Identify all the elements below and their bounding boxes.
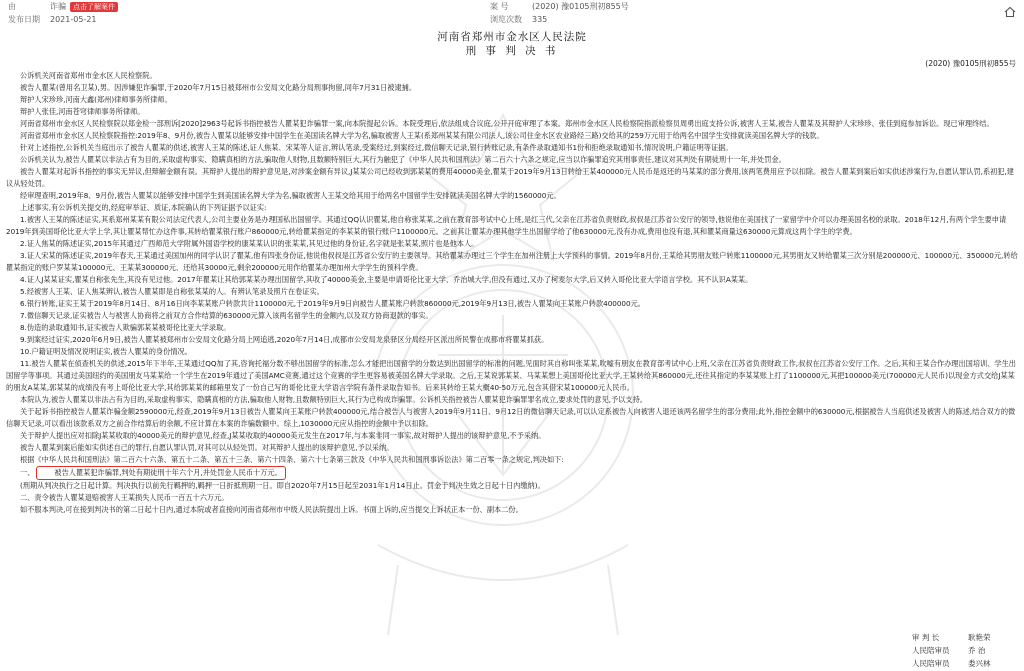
publish-date-value: 2021-05-21 — [50, 15, 97, 24]
views-value: 335 — [532, 15, 548, 24]
document-paragraph: 10.户籍证明及情况说明证实,被告人瞿某的身份情况。 — [20, 347, 192, 356]
document-paragraph: 被告人瞿某(曾用名卫某),男。因涉嫌犯诈骗罪,于2020年7月15日被郑州市公安局文化路分局刑事拘留,同年7月31日被逮捕。 — [20, 83, 417, 92]
document-paragraph: 如不服本判决,可在接到判决书的第二日起十日内,通过本院或者直接向河南省郑州市中级人民法院提出上诉。书面上诉的,应当提交上诉状正本一份、副本二份。 — [20, 505, 523, 514]
document-paragraph: 上述事实,有公诉机关提交的,经庭审举证、质证,本院确认的下列证据予以证实: — [20, 203, 267, 212]
document-paragraph: 根据《中华人民共和国刑法》第二百六十六条、第五十二条、第五十三条、第六十四条、第六十七条第三款及《中华人民共和国刑事诉讼法》第二百零一条之规定,判决如下: — [20, 455, 564, 464]
case-type-value: 诈骗 — [50, 2, 66, 11]
court-name: 河南省郑州市金水区人民法院 — [437, 31, 587, 43]
case-number-row — [490, 1, 629, 12]
case-number-value: (2020) 豫0105刑初855号 — [532, 2, 629, 11]
document-case-number: (2020) 豫0105刑初855号 — [925, 59, 1016, 68]
document-paragraph: 11.被告人瞿某在侦查机关的供述,2015年下半年,王某通过QQ加了其,咨询托福分数不够出国留学的标准,怎么才能把出国留学的分数达到出国留学的标准的问题,见面时其自称叫张某某,吹嘘有朋友在教育部考试中心上班,父亲在江苏省负责财政工作,叔叔在江苏省公安厅工作。之后,其和王某合作办理出国培训、学生出国留学等事项。其通过美国纽约的美国朋友马某某给一个学生在2019年通过了美国AMC竞赛,通过这个竞赛的学生更容易被美国名牌大学录取。之后,王某说郭某某、马某某想上美国哥伦比亚大学,王某转给其860000元,还往其指定的李某某账上打了1100000元,其把100000美元(700000元人民币)以现金方式交给J某某的朋友A某某,郭某某的成绩没有考上哥伦比亚大学,其给郭某某的邮箱里发了一份自己写的哥伦比亚大学语言学院有条件录取告知书。后来其转给王某大概40-50万元,包含其借宋某100000元人民币。 — [6, 359, 1016, 392]
case-type-label: 由 — [8, 2, 16, 11]
document-paragraph: 4.证人J某某证实,瞿某自称张先生,其没有见过他。2017年瞿某让其给郭某某办理出国留学,其收了40000美金,主要是申请哥伦比亚大学、乔治城大学,但没有通过,又办了柯麦尔大学,后又转入哥伦比亚大学语言学校。其不认识A某某。 — [20, 275, 753, 284]
publish-date-label: 发布日期 — [8, 15, 40, 24]
document-paragraph: 1.被害人王某的陈述证实,其系郑州某某有限公司法定代表人,公司主要业务是办理国私出国留学。其通过QQ认识瞿某,他自称张某某,之前在教育部考试中心上班,是红三代,父亲在江苏省负责财政,叔叔是江苏省公安厅的领导,他说他在美国找了一家留学中介可以办理美国名校的录取。2018年12月,有两个学生要申请2019年到美国哥伦比亚大学上学,其让瞿某帮忙办这件事,其转给瞿某银行账户860000元,转给瞿某指定的李某某的银行账户1100000元。之前其让瞿某办理其他学生出国留学给了他630000元,没有办成,费用也没有退,其和瞿某商量这630000元算成这两个学生的学费。 — [6, 215, 1007, 236]
document-body — [6, 70, 1018, 466]
document-paragraph: 关于起诉书指控被告人瞿某诈骗金额2590000元,经查,2019年9月13日被告人瞿某向王某账户转款400000元,结合被告人与被害人2019年9月11日、9月12日的微信聊天记录,可以认定系被告人向被害人退还该两名留学生的部分费用;此外,指控金额中的630000元,根据被告人当庭供述及被害人的陈述,结合双方的微信聊天记录,可以看出该款系双方之前合作结算后的余额,不应计算在本案的诈骗数额中。综上,1030000元应从指控的金额中予以扣除。 — [6, 407, 1016, 428]
case-meta-bar — [0, 0, 1024, 26]
document-paragraph: 河南省郑州市金水区人民检察院指控:2019年8、9月份,被告人瞿某以能够安排中国学生在美国读名牌大学为名,骗取被害人王某(系郑州某某有限公司法人,该公司住金水区农业路经三路)交给其的259万元用于给两名中国学生安排就读美国名牌大学的钱款。 — [20, 131, 824, 140]
verdict-highlight-box: 被告人瞿某犯诈骗罪,判处有期徒刑十年六个月,并处罚金人民币十万元。 — [36, 466, 285, 480]
case-number-label: 案 号 — [490, 2, 509, 11]
document-paragraph: 河南省郑州市金水区人民检察院以郑金检一部刑诉[2020]2963号起诉书指控被告人瞿某犯诈骗罪一案,向本院提起公诉。本院受理后,依法组成合议庭,公开开庭审理了本案。郑州市金水区人民检察院指派检察员周勇出庭支持公诉,被害人王某,被告人瞿某及其辩护人宋珍珍、张佳到庭参加诉讼。现已审理终结。 — [20, 119, 994, 128]
document-paragraph: 公诉机关认为,被告人瞿某以非法占有为目的,采取虚构事实、隐瞒真相的方法,骗取他人财物,且数额特别巨大,其行为触犯了《中华人民共和国刑法》第二百六十六条之规定,应当以诈骗罪追究其刑事责任,建议对其判处有期徒刑十一年,并处罚金。 — [20, 155, 786, 164]
document-paragraph: 辩护人宋珍珍,河南大鑫(郑州)律师事务所律师。 — [20, 95, 172, 104]
document-paragraph: 5.经被害人王某、证人焦某辨认,被告人瞿某即是自称张某某的人。有辨认笔录及照片在卷证实。 — [20, 287, 324, 296]
document-paragraph: 3.证人宋某的陈述证实,2019年春天,王某通过美国加州的同学认识了瞿某,他有四张身份证,他说他叔叔是江苏省公安厅的主要领导。其给瞿某办理过三个学生在加州注册上大学预科的事情。2019年8月份,王某给其男朋友账户转账1100000元,其男朋友又转给瞿某三次分别是200000元、100000元、350000元,转给瞿某指定的账户罗某某100000元、王某某300000元、还给其30000元,剩余200000元用作给瞿某办理加州大学学生的预科学费。 — [6, 251, 1018, 272]
document-paragraph: 辩护人张佳,河南苍穹律师事务所律师。 — [20, 107, 145, 116]
signature-name: 乔 治 — [968, 646, 986, 655]
document-paragraph: (刑期从判决执行之日起计算。判决执行以前先行羁押的,羁押一日折抵刑期一日。即自2020年7月15日起至2031年1月14日止。罚金于判决生效之日起十日内缴纳)。 — [20, 481, 545, 490]
document-paragraph: 本院认为,被告人瞿某以非法占有为目的,采取虚构事实、隐瞒真相的方法,骗取他人财物,且数额特别巨大,其行为已构成诈骗罪。公诉机关指控被告人瞿某犯诈骗罪罪名成立,要求处罚的意见,予以支持。 — [20, 395, 647, 404]
signature-role: 审 判 长 — [912, 633, 940, 642]
views-row — [490, 14, 547, 25]
views-label: 浏览次数 — [490, 15, 522, 24]
document-paragraph: 二、责令被告人瞿某退赔被害人王某损失人民币一百五十六万元。 — [20, 493, 229, 502]
home-icon[interactable] — [1004, 6, 1016, 21]
document-closing — [6, 480, 1018, 516]
signature-line — [912, 658, 991, 670]
signature-role: 人民陪审员 — [912, 659, 950, 668]
publish-date-row — [8, 14, 97, 25]
document-paragraph: 6.银行转账,证实王某于2019年8月14日、8月16日向李某某账户转款共计1100000元,于2019年9月9日向被告人瞿某账户转款860000元,2019年9月13日,被告人瞿某向王某账户转款400000元。 — [20, 299, 645, 308]
signature-line — [912, 632, 991, 644]
document-paragraph: 关于辩护人提出应对扣除J某某收取的40000美元的辩护意见,经查,J某某收取的40000美元发生在2017年,与本案非同一事实,故对辩护人提出的该辩护意见,不予采纳。 — [20, 431, 546, 440]
signature-line — [912, 645, 985, 657]
case-type-row — [8, 1, 118, 12]
document-paragraph: 2.证人焦某的陈述证实,2015年其通过广西师范大学附属外国语学校的康某某认识的张某某,其见过他的身份证,名字就是张某某,照片也是他本人。 — [20, 239, 479, 248]
signature-role: 人民陪审员 — [912, 646, 950, 655]
document-paragraph: 被告人瞿某对起诉书指控的事实无异议,但辩解金额有误。其辩护人提出的辩护意见是,对涉案金额有异议,J某某公司已经收到郭某某的费用40000美金,瞿某于2019年9月13日转给王某400000元人民币是返还的马某某的部分费用,该两笔费用应予以扣除。被告人瞿某到案后如实供述涉案行为,自愿认罪认罚,系初犯,建议从轻处罚。 — [6, 167, 1014, 188]
case-info-tag[interactable]: 点击了解案件 — [70, 2, 118, 12]
document-paragraph: 被告人瞿某到案后能如实供述自己的罪行,自愿认罪认罚,对其可以从轻处罚。对其辩护人提出的该辩护意见,予以采纳。 — [20, 443, 394, 452]
document-paragraph: 9.到案经过证实,2020年6月9日,被告人瞿某被郑州市公安局文化路分局上网追逃,2020年7月14日,成都市公安局龙泉驿区分局经开区派出所民警在成都市将瞿某抓获。 — [20, 335, 549, 344]
signature-name: 耿艳荣 — [968, 633, 991, 642]
document-paragraph: 7.微信聊天记录,证实被告人与被害人协商将之前双方合作结算的630000元算入该两名留学生的金额内,以及双方协商退款的事实。 — [20, 311, 433, 320]
document-type-title: 刑 事 判 决 书 — [465, 45, 559, 57]
verdict-item-prefix: 一、 — [20, 468, 35, 477]
verdict-item-1 — [6, 466, 1018, 480]
document-paragraph: 针对上述指控,公诉机关当庭出示了被告人瞿某的供述,被害人王某的陈述,证人焦某、宋某等人证言,辨认笔录,受案经过,到案经过,微信聊天记录,银行转账记录,有条件录取通知书1份和拒绝录取通知书,情况说明,户籍证明等证据。 — [20, 143, 733, 152]
document-paragraph: 8.伪造的录取通知书,证实被告人欺骗郭某某被哥伦比亚大学录取。 — [20, 323, 231, 332]
signature-name: 娄兴林 — [968, 659, 991, 668]
judgment-document — [6, 30, 1018, 516]
document-paragraph: 公诉机关河南省郑州市金水区人民检察院。 — [20, 71, 157, 80]
document-paragraph: 经审理查明,2019年8、9月份,被告人瞿某以能够安排中国学生到美国读名牌大学为名,骗取被害人王某交给其用于给两名中国留学生安排就读美国名牌大学的1560000元。 — [20, 191, 561, 200]
